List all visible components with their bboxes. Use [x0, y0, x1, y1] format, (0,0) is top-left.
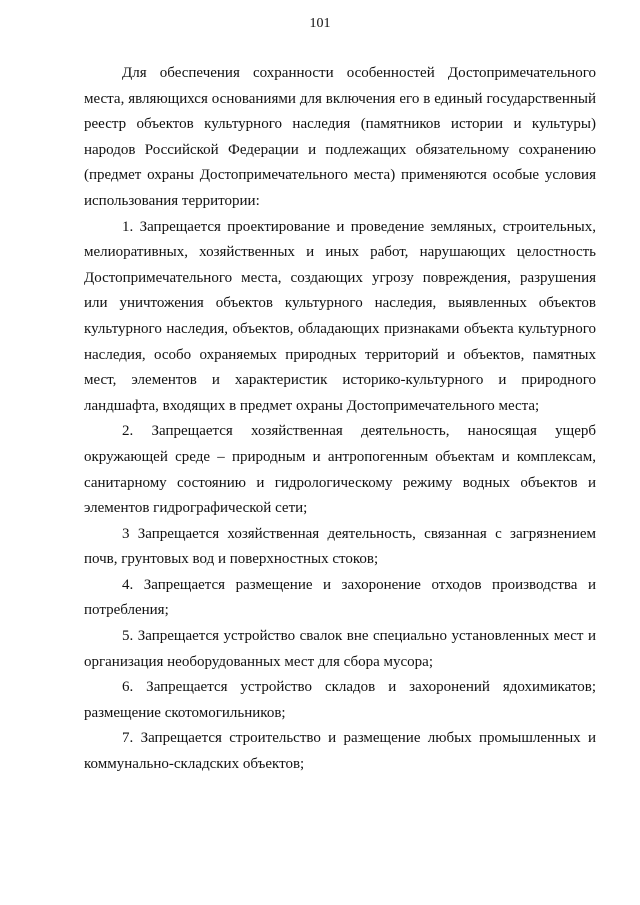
item-3: 3 Запрещается хозяйственная деятельность, связанная с загрязнением почв, грунтовых вод и поверхностных стоков;: [84, 525, 596, 568]
document-body: [84, 61, 596, 778]
page-number: 101: [309, 16, 331, 31]
item-7: 7. Запрещается строительство и размещение любых промышленных и коммунально-складских объектов;: [84, 730, 596, 773]
item-5: 5. Запрещается устройство свалок вне специально установленных мест и организация необорудованных мест для сбора мусора;: [84, 628, 596, 670]
item-6: 6. Запрещается устройство складов и захоронений ядохимикатов; размещение скотомогильников;: [84, 679, 596, 721]
item-4: 4. Запрещается размещение и захоронение отходов производства и потребления;: [84, 576, 596, 619]
item-1: 1. Запрещается проектирование и проведение земляных, строительных, мелиоративных, хозяйственных и иных работ, нарушающих целостность Достопримечательного места, создающих угрозу повреждения, разрушения или уничтожения объектов культурного наследия, выявленных объектов культурного наследия, объектов, обладающих признаками объекта культурного наследия, особо охраняемых природных территорий и объектов, памятных мест, элементов и характеристик историко-культурного и природного ландшафта, входящих в предмет охраны Достопримечательного места;: [84, 218, 596, 414]
item-2: 2. Запрещается хозяйственная деятельность, наносящая ущерб окружающей среде – природным и антропогенным объектам и комплексам, санитарному состоянию и гидрологическому режиму водных объектов и элементов гидрографической сети;: [84, 423, 596, 517]
intro-paragraph: Для обеспечения сохранности особенностей Достопримечательного места, являющихся основаниями для включения его в единый государственный реестр объектов культурного наследия (памятников истории и культуры) народов Российской Федерации и подлежащих обязательному сохранению (предмет охраны Достопримечательного места) применяются особые условия использования территории:: [84, 65, 596, 209]
